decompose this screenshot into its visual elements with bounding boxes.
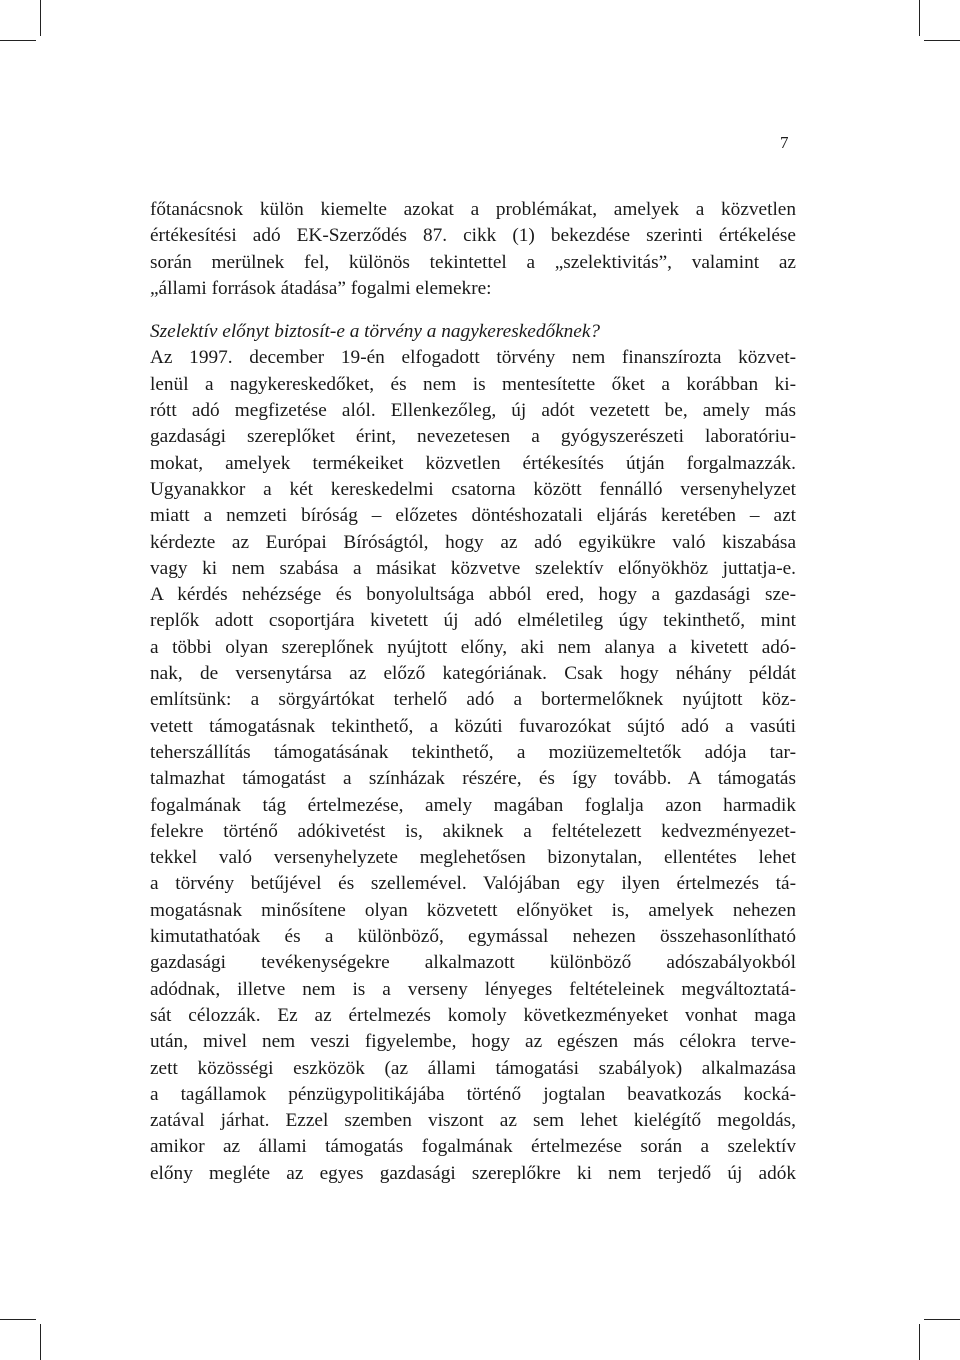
text-line: mokat, amelyek termékeiket közvetlen értékesítés útján forgalmazzák.	[150, 452, 796, 474]
text-line: főtanácsnok külön kiemelte azokat a problémákat, amelyek a közvetlen	[150, 199, 796, 220]
text-line: mogatásnak minősítene olyan közvetett előnyöket is, amelyek nehezen	[150, 899, 796, 921]
crop-mark-bottom-right-vertical	[919, 1324, 920, 1360]
text-line: A kérdés nehézsége és bonyolultsága abból ered, hogy a gazdasági sze-	[150, 584, 796, 606]
text-line: említsünk: a sörgyártókat terhelő adó a bortermelőknek nyújtott köz-	[150, 689, 796, 711]
crop-mark-bottom-left-horizontal	[0, 1319, 36, 1320]
text-line: a többi olyan szereplőnek nyújtott előny, aki nem alanya a kivetett adó-	[150, 636, 796, 658]
text-line: a tagállamok pénzügypolitikájába történő jogtalan beavatkozás kocká-	[150, 1083, 796, 1105]
text-line: vetett támogatásnak tekinthető, a közúti fuvarozókat sújtó adó a vasúti	[150, 715, 796, 737]
text-line: lenül a nagykereskedőket, és nem is mentesítette őket a korábban ki-	[150, 373, 796, 395]
text-line: felekre történő adókivetést is, akiknek a feltételezett kedvezményezet-	[150, 820, 796, 842]
crop-mark-top-left-horizontal	[0, 40, 36, 41]
text-line: adódnak, illetve nem is a verseny lényeges feltételeinek megváltoztatá-	[150, 978, 796, 1000]
text-line: rótt adó megfizetése alól. Ellenkezőleg, új adót vezetett be, amely más	[150, 400, 796, 422]
text-line: után, mivel nem veszi figyelembe, hogy az egészen más célokra terve-	[150, 1031, 796, 1053]
question-heading: Szelektív előnyt biztosít-e a törvény a nagykereskedőknek?	[150, 321, 601, 343]
text-line: miatt a nemzeti bíróság – előzetes döntéshozatali eljárás keretében – azt	[150, 505, 796, 527]
text-line: előny megléte az egyes gazdasági szereplőkre ki nem terjedő új adók	[150, 1162, 796, 1184]
text-line: vagy ki nem szabása a másikat közvetve szelektív előnyökhöz juttatja-e.	[150, 557, 796, 579]
crop-mark-bottom-left-vertical	[40, 1324, 41, 1360]
text-line: értékesítési adó EK-Szerződés 87. cikk (1) bekezdése szerinti értékelése	[150, 225, 796, 247]
text-line: kimutathatóak és a különböző, egymással nehezen összehasonlítható	[150, 926, 796, 948]
text-line: fogalmának tág értelmezése, amely magában foglalja azon harmadik	[150, 794, 796, 816]
body-text	[150, 197, 796, 1187]
text-line: kérdezte az Európai Bíróságtól, hogy az adó egyikükre való kiszabása	[150, 531, 796, 553]
text-line: sát célozzák. Ez az értelmezés komoly következményeket vonhat maga	[150, 1004, 796, 1026]
text-line: amikor az állami támogatás fogalmának értelmezése során a szelektív	[150, 1136, 796, 1158]
crop-mark-top-right-vertical	[919, 0, 920, 36]
text-line: tekkel való versenyhelyzete meglehetősen bizonytalan, ellentétes lehet	[150, 847, 796, 869]
paragraph-main	[150, 345, 796, 1187]
text-line: gazdasági tevékenységekre alkalmazott különböző adószabályokból	[150, 952, 796, 974]
text-line: Ugyanakkor a két kereskedelmi csatorna között fennálló versenyhelyzet	[150, 478, 796, 500]
page-number: 7	[780, 133, 789, 152]
crop-mark-top-right-horizontal	[924, 40, 960, 41]
crop-mark-bottom-right-horizontal	[924, 1319, 960, 1320]
text-line: gazdasági szereplőket érint, nevezetesen a gyógyszerészeti laboratóriu-	[150, 426, 796, 448]
text-line: során merülnek fel, különös tekintettel a „szelektivitás”, valamint az	[150, 251, 796, 273]
text-line: zett közösségi eszközök (az állami támogatási szabályok) alkalmazása	[150, 1057, 796, 1079]
text-line: talmazhat támogatást a színházak részére, és így tovább. A támogatás	[150, 768, 796, 790]
text-line: „állami források átadása” fogalmi elemekre:	[150, 277, 492, 299]
text-line: replők adott csoportjára kivetett új adó elméletileg úgy tekinthető, mint	[150, 610, 796, 632]
text-line: nak, de versenytársa az előző kategóriának. Csak hogy néhány példát	[150, 663, 796, 685]
text-line: a törvény betűjével és szellemével. Valójában egy ilyen értelmezés tá-	[150, 873, 796, 895]
crop-mark-top-left-vertical	[40, 0, 41, 36]
paragraph-intro	[150, 197, 796, 302]
text-line: Az 1997. december 19-én elfogadott törvény nem finanszírozta közvet-	[150, 347, 796, 369]
text-line: teherszállítás támogatásának tekinthető, a moziüzemeltetők adója tar-	[150, 741, 796, 763]
text-line: zatával járhat. Ezzel szemben viszont az sem lehet kielégítő megoldás,	[150, 1110, 796, 1132]
